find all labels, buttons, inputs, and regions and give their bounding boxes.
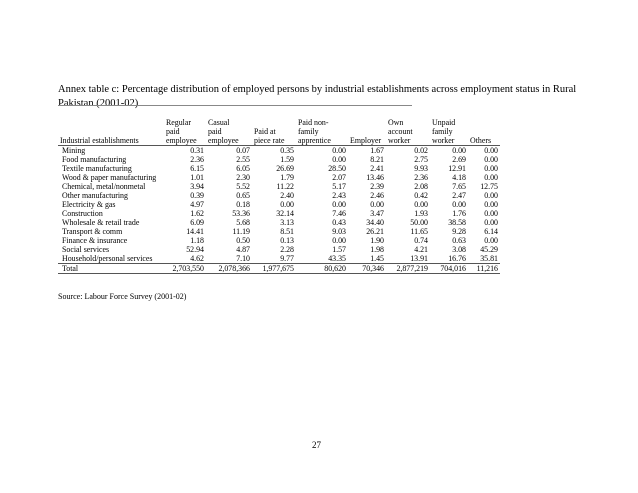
table-cell: 0.07 bbox=[236, 146, 250, 155]
table-cell: 32.14 bbox=[276, 209, 294, 218]
table-cell: 2.28 bbox=[280, 245, 294, 254]
table-cell: 28.50 bbox=[328, 164, 346, 173]
table-cell: 0.00 bbox=[484, 173, 498, 182]
table-cell: 1.90 bbox=[370, 236, 384, 245]
table-cell: 1.45 bbox=[370, 254, 384, 263]
table-cell: 2,078,366 bbox=[218, 264, 250, 273]
table-cell: 11.19 bbox=[232, 227, 250, 236]
table-cell: 0.18 bbox=[236, 200, 250, 209]
table-cell: 2.36 bbox=[190, 155, 204, 164]
table-cell: 1.18 bbox=[190, 236, 204, 245]
table-row bbox=[58, 209, 500, 218]
table-cell: 0.00 bbox=[280, 200, 294, 209]
table-cell: 6.14 bbox=[484, 227, 498, 236]
table-row bbox=[58, 182, 500, 191]
table-cell: 6.09 bbox=[190, 218, 204, 227]
table-cell: 0.00 bbox=[452, 146, 466, 155]
table-cell: 2.40 bbox=[280, 191, 294, 200]
table-cell: 1.93 bbox=[414, 209, 428, 218]
table-cell: 12.91 bbox=[448, 164, 466, 173]
table-cell: 11,216 bbox=[476, 264, 498, 273]
table-cell: 70,346 bbox=[362, 264, 384, 273]
row-label: Wood & paper manufacturing bbox=[62, 173, 157, 182]
table-row bbox=[58, 146, 500, 156]
table-cell: 9.28 bbox=[452, 227, 466, 236]
table-cell: 53.36 bbox=[232, 209, 250, 218]
table-cell: 5.68 bbox=[236, 218, 250, 227]
table-cell: 5.17 bbox=[332, 182, 346, 191]
table-cell: 1.76 bbox=[452, 209, 466, 218]
employment-table bbox=[58, 118, 500, 274]
table-cell: 4.21 bbox=[414, 245, 428, 254]
table-cell: 1.01 bbox=[190, 173, 204, 182]
table-cell: 2.47 bbox=[452, 191, 466, 200]
table-cell: 2.69 bbox=[452, 155, 466, 164]
row-label: Wholesale & retail trade bbox=[62, 218, 140, 227]
table-row bbox=[58, 245, 500, 254]
row-label: Chemical, metal/nonmetal bbox=[62, 182, 146, 191]
table-cell: 6.15 bbox=[190, 164, 204, 173]
total-row bbox=[58, 264, 500, 274]
table-cell: 0.00 bbox=[452, 200, 466, 209]
table-cell: 3.94 bbox=[190, 182, 204, 191]
header-cell: Others bbox=[470, 136, 492, 145]
table-cell: 1.62 bbox=[190, 209, 204, 218]
table-cell: 1,977,675 bbox=[262, 264, 294, 273]
table-cell: 0.65 bbox=[236, 191, 250, 200]
table-cell: 3.47 bbox=[370, 209, 384, 218]
row-label: Total bbox=[62, 264, 79, 273]
table-cell: 2.43 bbox=[332, 191, 346, 200]
table-cell: 2.75 bbox=[414, 155, 428, 164]
table-cell: 2.39 bbox=[370, 182, 384, 191]
table-cell: 3.13 bbox=[280, 218, 294, 227]
table-cell: 0.02 bbox=[414, 146, 428, 155]
table-cell: 4.87 bbox=[236, 245, 250, 254]
header-cell: Industrial establishments bbox=[60, 136, 139, 145]
row-label: Finance & insurance bbox=[62, 236, 128, 245]
table-cell: 1.59 bbox=[280, 155, 294, 164]
table-cell: 11.65 bbox=[410, 227, 428, 236]
table-cell: 12.75 bbox=[480, 182, 498, 191]
header-row bbox=[58, 118, 500, 146]
table-cell: 35.81 bbox=[480, 254, 498, 263]
table-cell: 9.93 bbox=[414, 164, 428, 173]
table-cell: 2.41 bbox=[370, 164, 384, 173]
table-cell: 704,016 bbox=[440, 264, 466, 273]
row-label: Mining bbox=[62, 146, 86, 155]
table-cell: 8.51 bbox=[280, 227, 294, 236]
table-cell: 0.39 bbox=[190, 191, 204, 200]
table-cell: 26.69 bbox=[276, 164, 294, 173]
table-cell: 0.00 bbox=[484, 218, 498, 227]
title-underline bbox=[58, 105, 412, 106]
header-cell: Employer bbox=[350, 136, 382, 145]
table-cell: 45.29 bbox=[480, 245, 498, 254]
table-cell: 2.46 bbox=[370, 191, 384, 200]
table-cell: 2,703,550 bbox=[172, 264, 204, 273]
table-cell: 4.62 bbox=[190, 254, 204, 263]
row-label: Food manufacturing bbox=[62, 155, 127, 164]
table-cell: 11.22 bbox=[276, 182, 294, 191]
table-cell: 0.00 bbox=[484, 155, 498, 164]
table-cell: 0.00 bbox=[484, 146, 498, 155]
row-label: Social services bbox=[62, 245, 110, 254]
table-cell: 0.00 bbox=[332, 146, 346, 155]
header-cell: Casual paid employee bbox=[208, 118, 239, 145]
table-cell: 0.74 bbox=[414, 236, 428, 245]
row-label: Household/personal services bbox=[62, 254, 153, 263]
table-row bbox=[58, 191, 500, 200]
table-row bbox=[58, 254, 500, 264]
table-row bbox=[58, 227, 500, 236]
row-label: Textile manufacturing bbox=[62, 164, 132, 173]
table-cell: 7.65 bbox=[452, 182, 466, 191]
table-cell: 2.55 bbox=[236, 155, 250, 164]
table-cell: 6.05 bbox=[236, 164, 250, 173]
table-cell: 2,877,219 bbox=[396, 264, 428, 273]
table-cell: 0.00 bbox=[484, 164, 498, 173]
table-cell: 2.08 bbox=[414, 182, 428, 191]
table-cell: 1.57 bbox=[332, 245, 346, 254]
table-cell: 52.94 bbox=[186, 245, 204, 254]
table-cell: 2.30 bbox=[236, 173, 250, 182]
table-cell: 7.46 bbox=[332, 209, 346, 218]
table-cell: 0.00 bbox=[332, 155, 346, 164]
table-cell: 13.91 bbox=[410, 254, 428, 263]
table-cell: 4.18 bbox=[452, 173, 466, 182]
table-cell: 9.03 bbox=[332, 227, 346, 236]
table-cell: 0.00 bbox=[370, 200, 384, 209]
table-cell: 0.31 bbox=[190, 146, 204, 155]
header-cell: Regular paid employee bbox=[166, 118, 197, 145]
table-cell: 0.35 bbox=[280, 146, 294, 155]
table-cell: 8.21 bbox=[370, 155, 384, 164]
page-number: 27 bbox=[312, 440, 321, 450]
table-cell: 1.79 bbox=[280, 173, 294, 182]
table-cell: 0.00 bbox=[414, 200, 428, 209]
table-cell: 0.42 bbox=[414, 191, 428, 200]
table-cell: 80,620 bbox=[324, 264, 346, 273]
table-cell: 0.00 bbox=[484, 236, 498, 245]
table-cell: 2.36 bbox=[414, 173, 428, 182]
table-row bbox=[58, 173, 500, 182]
table-cell: 5.52 bbox=[236, 182, 250, 191]
table-row bbox=[58, 200, 500, 209]
row-label: Electricity & gas bbox=[62, 200, 116, 209]
row-label: Construction bbox=[62, 209, 103, 218]
table-title: Annex table c: Percentage distribution of employed persons by industrial establishments across employment status in Rural Pakistan (2001-02) bbox=[58, 84, 577, 109]
table-cell: 0.00 bbox=[332, 236, 346, 245]
header-cell: Unpaid family worker bbox=[432, 118, 456, 145]
table-cell: 4.97 bbox=[190, 200, 204, 209]
table-cell: 0.13 bbox=[280, 236, 294, 245]
table-row bbox=[58, 236, 500, 245]
table-cell: 0.00 bbox=[484, 200, 498, 209]
table-cell: 43.35 bbox=[328, 254, 346, 263]
table-cell: 26.21 bbox=[366, 227, 384, 236]
header-cell: Paid non- family apprentice bbox=[298, 118, 331, 145]
table-cell: 16.76 bbox=[448, 254, 466, 263]
table-cell: 0.00 bbox=[484, 209, 498, 218]
source-note: Source: Labour Force Survey (2001-02) bbox=[58, 292, 187, 301]
table-row bbox=[58, 155, 500, 164]
table-cell: 0.43 bbox=[332, 218, 346, 227]
table-cell: 34.40 bbox=[366, 218, 384, 227]
table-cell: 9.77 bbox=[280, 254, 294, 263]
table-cell: 1.98 bbox=[370, 245, 384, 254]
table-row bbox=[58, 218, 500, 227]
table-cell: 0.00 bbox=[332, 200, 346, 209]
row-label: Other manufacturing bbox=[62, 191, 128, 200]
table-cell: 2.07 bbox=[332, 173, 346, 182]
row-label: Transport & comm bbox=[62, 227, 123, 236]
table-cell: 50.00 bbox=[410, 218, 428, 227]
table-cell: 3.08 bbox=[452, 245, 466, 254]
header-cell: Own account worker bbox=[388, 118, 413, 145]
table-cell: 7.10 bbox=[236, 254, 250, 263]
table-row bbox=[58, 164, 500, 173]
table-cell: 1.67 bbox=[370, 146, 384, 155]
table-cell: 14.41 bbox=[186, 227, 204, 236]
table-cell: 0.63 bbox=[452, 236, 466, 245]
table-cell: 13.46 bbox=[366, 173, 384, 182]
header-cell: Paid at piece rate bbox=[254, 127, 285, 145]
table-cell: 0.50 bbox=[236, 236, 250, 245]
table-cell: 0.00 bbox=[484, 191, 498, 200]
table-cell: 38.58 bbox=[448, 218, 466, 227]
